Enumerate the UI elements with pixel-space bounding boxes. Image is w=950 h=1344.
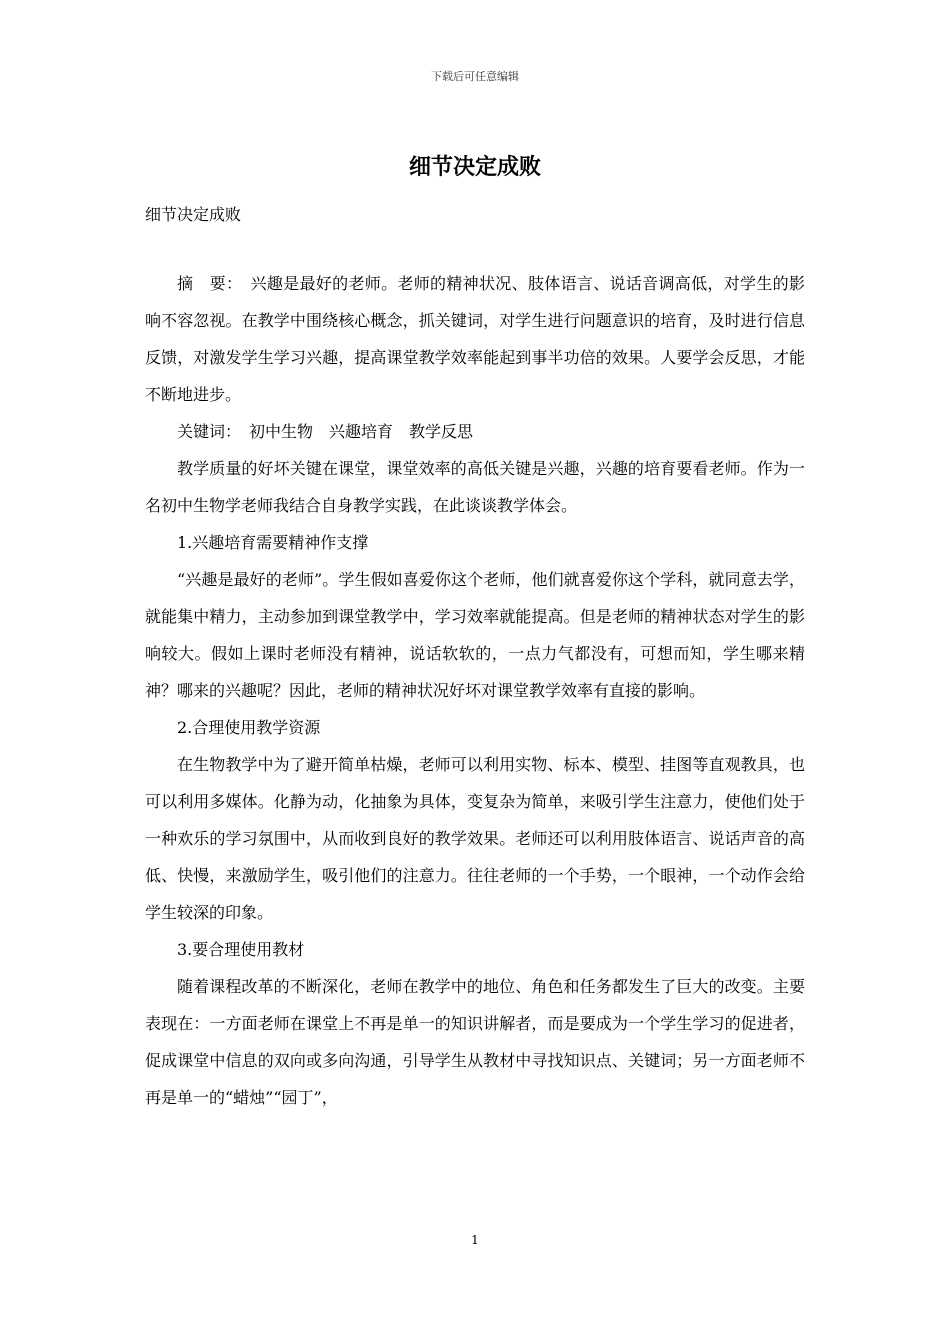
section-2-paragraph: 在生物教学中为了避开简单枯燥，老师可以利用实物、标本、模型、挂图等直观教具，也可以利用多媒体。化静为动，化抽象为具体，变复杂为简单，来吸引学生注意力，使他们处于一种欢乐的学习氛围中，从而收到良好的教学效果。老师还可以利用肢体语言、说话声音的高低、快慢，来激励学生，吸引他们的注意力。往往老师的一个手势，一个眼神，一个动作会给学生较深的印象。 (145, 755, 805, 922)
keywords-paragraph: 关键词： 初中生物 兴趣培育 教学反思 (177, 422, 474, 441)
intro-paragraph: 教学质量的好坏关键在课堂，课堂效率的高低关键是兴趣，兴趣的培育要看老师。作为一名初中生物学老师我结合自身教学实践，在此谈谈教学体会。 (145, 459, 805, 515)
page-number: 1 (471, 1233, 479, 1247)
document-body (145, 265, 805, 1116)
section-heading-2: 2.合理使用教学资源 (177, 718, 321, 737)
abstract-paragraph: 摘 要： 兴趣是最好的老师。老师的精神状况、肢体语言、说话音调高低，对学生的影响不容忽视。在教学中围绕核心概念，抓关键词，对学生进行问题意识的培育，及时进行信息反馈，对激发学生学习兴趣，提高课堂教学效率能起到事半功倍的效果。人要学会反思，才能不断地进步。 (145, 274, 805, 404)
section-heading-1: 1.兴趣培育需要精神作支撑 (177, 533, 369, 552)
document-subtitle: 细节决定成败 (145, 205, 242, 224)
section-1-paragraph: “兴趣是最好的老师”。学生假如喜爱你这个老师，他们就喜爱你这个学科，就同意去学，就能集中精力，主动参加到课堂教学中，学习效率就能提高。但是老师的精神状态对学生的影响较大。假如上课时老师没有精神，说话软软的，一点力气都没有，可想而知，学生哪来精神？哪来的兴趣呢？因此，老师的精神状况好坏对课堂教学效率有直接的影响。 (145, 570, 805, 700)
section-heading-3: 3.要合理使用教材 (177, 940, 305, 959)
section-3-paragraph: 随着课程改革的不断深化，老师在教学中的地位、角色和任务都发生了巨大的改变。主要表现在：一方面老师在课堂上不再是单一的知识讲解者，而是要成为一个学生学习的促进者，促成课堂中信息的双向或多向沟通，引导学生从教材中寻找知识点、关键词；另一方面老师不再是单一的“蜡烛”“园丁”， (145, 977, 805, 1107)
document-title: 细节决定成败 (408, 154, 541, 180)
download-note: 下载后可任意编辑 (431, 70, 519, 83)
